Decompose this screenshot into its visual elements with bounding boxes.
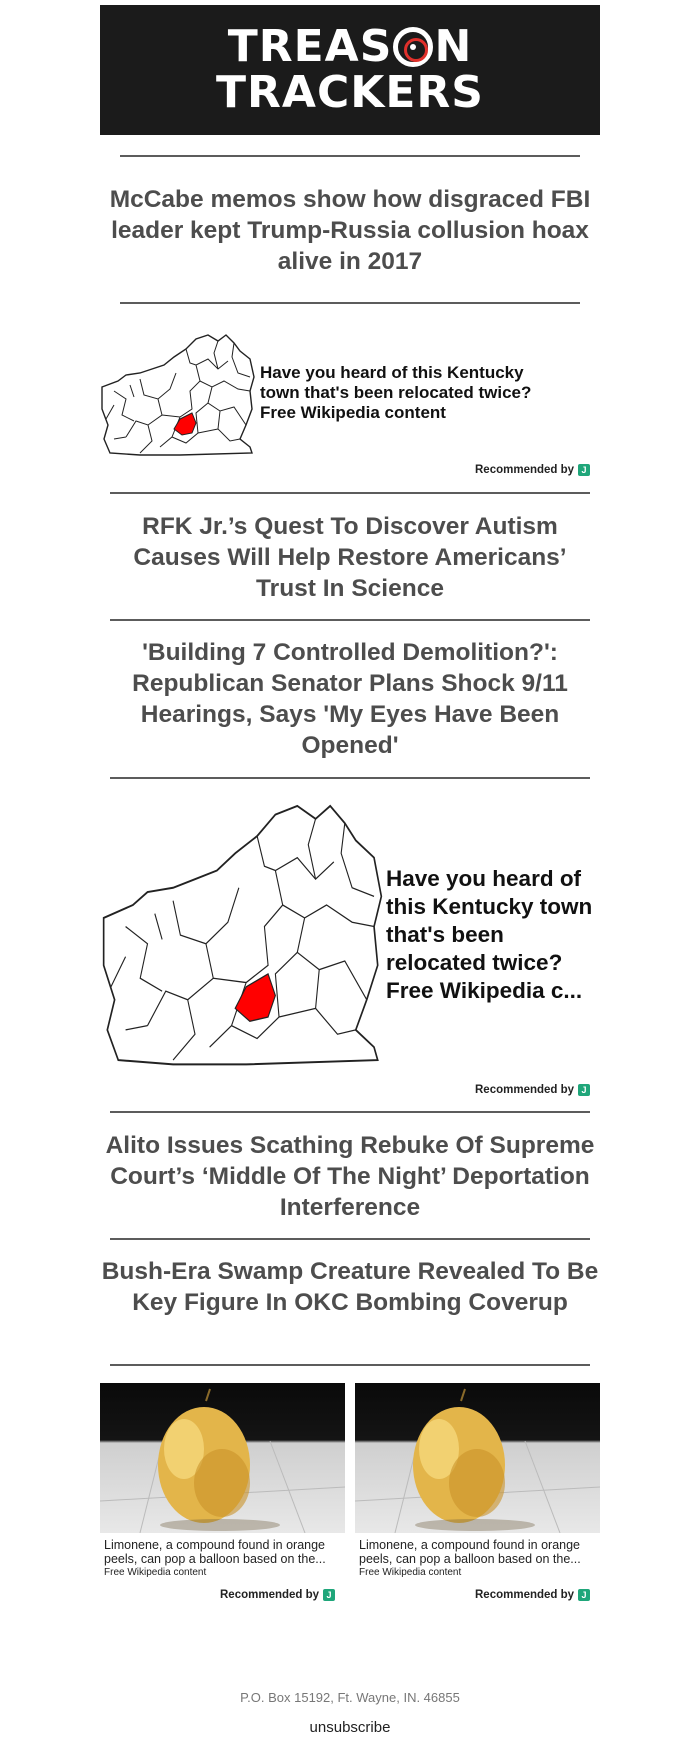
sponsored-ad-1[interactable] <box>100 327 600 477</box>
divider <box>120 302 580 304</box>
article-link-4[interactable]: Alito Issues Scathing Rebuke Of Supreme Court’s ‘Middle Of The Night’ Deportation Interference <box>105 1132 595 1221</box>
logo <box>216 21 484 118</box>
divider <box>110 1364 590 1366</box>
divider <box>110 777 590 779</box>
divider <box>110 619 590 621</box>
recommended-by[interactable]: Recommended by J <box>475 1589 590 1601</box>
recommended-by[interactable]: Recommended by J <box>220 1589 335 1601</box>
ad-2-title[interactable]: Have you heard of this Kentucky town that's been relocated twice? Free Wikipedia c... <box>386 866 593 1003</box>
thumb-1-caption[interactable]: Limonene, a compound found in orange peels, can pop a balloon based on the... <box>104 1538 326 1566</box>
article-link-5[interactable]: Bush-Era Swamp Creature Revealed To Be Key Figure In OKC Bombing Coverup <box>101 1258 599 1316</box>
recommended-badge-icon: J <box>323 1589 335 1601</box>
recommended-badge-icon: J <box>578 1589 590 1601</box>
thumb-1-source: Free Wikipedia content <box>104 1567 207 1578</box>
recommended-badge-icon: J <box>578 464 590 476</box>
kentucky-map-icon <box>100 793 385 1073</box>
balloon-photo-icon <box>355 1383 600 1533</box>
sponsored-thumb-2[interactable] <box>355 1383 600 1608</box>
ad-1-title[interactable]: Have you heard of this Kentucky town that's been relocated twice? <box>260 363 532 402</box>
target-icon <box>393 27 433 67</box>
sponsored-ad-2[interactable] <box>100 793 600 1103</box>
footer-address: P.O. Box 15192, Ft. Wayne, IN. 46855 <box>240 1690 460 1705</box>
kentucky-map-icon <box>100 329 256 459</box>
divider <box>110 1238 590 1240</box>
recommended-by[interactable]: Recommended by J <box>475 464 590 476</box>
sponsored-thumb-1[interactable] <box>100 1383 345 1608</box>
logo-line-2: TRACKERS <box>216 67 484 118</box>
divider <box>120 155 580 157</box>
thumb-2-caption[interactable]: Limonene, a compound found in orange peels, can pop a balloon based on the... <box>359 1538 581 1566</box>
divider <box>110 492 590 494</box>
header-banner[interactable] <box>100 5 600 135</box>
recommended-by[interactable]: Recommended by J <box>475 1084 590 1096</box>
ad-1-source: Free Wikipedia content <box>260 403 446 422</box>
article-link-1[interactable]: McCabe memos show how disgraced FBI leader kept Trump-Russia collusion hoax alive in 2017 <box>109 186 591 275</box>
article-link-2[interactable]: RFK Jr.’s Quest To Discover Autism Causes Will Help Restore Americans’ Trust In Science <box>133 513 567 602</box>
unsubscribe-link[interactable]: unsubscribe <box>309 1719 391 1736</box>
recommended-badge-icon: J <box>578 1084 590 1096</box>
balloon-photo-icon <box>100 1383 345 1533</box>
thumb-2-source: Free Wikipedia content <box>359 1567 462 1578</box>
article-link-3[interactable]: 'Building 7 Controlled Demolition?': Republican Senator Plans Shock 9/11 Hearings, Says 'My Eyes Have Been Opened' <box>132 639 568 759</box>
divider <box>110 1111 590 1113</box>
logo-line-1: TREAS N <box>227 21 473 72</box>
